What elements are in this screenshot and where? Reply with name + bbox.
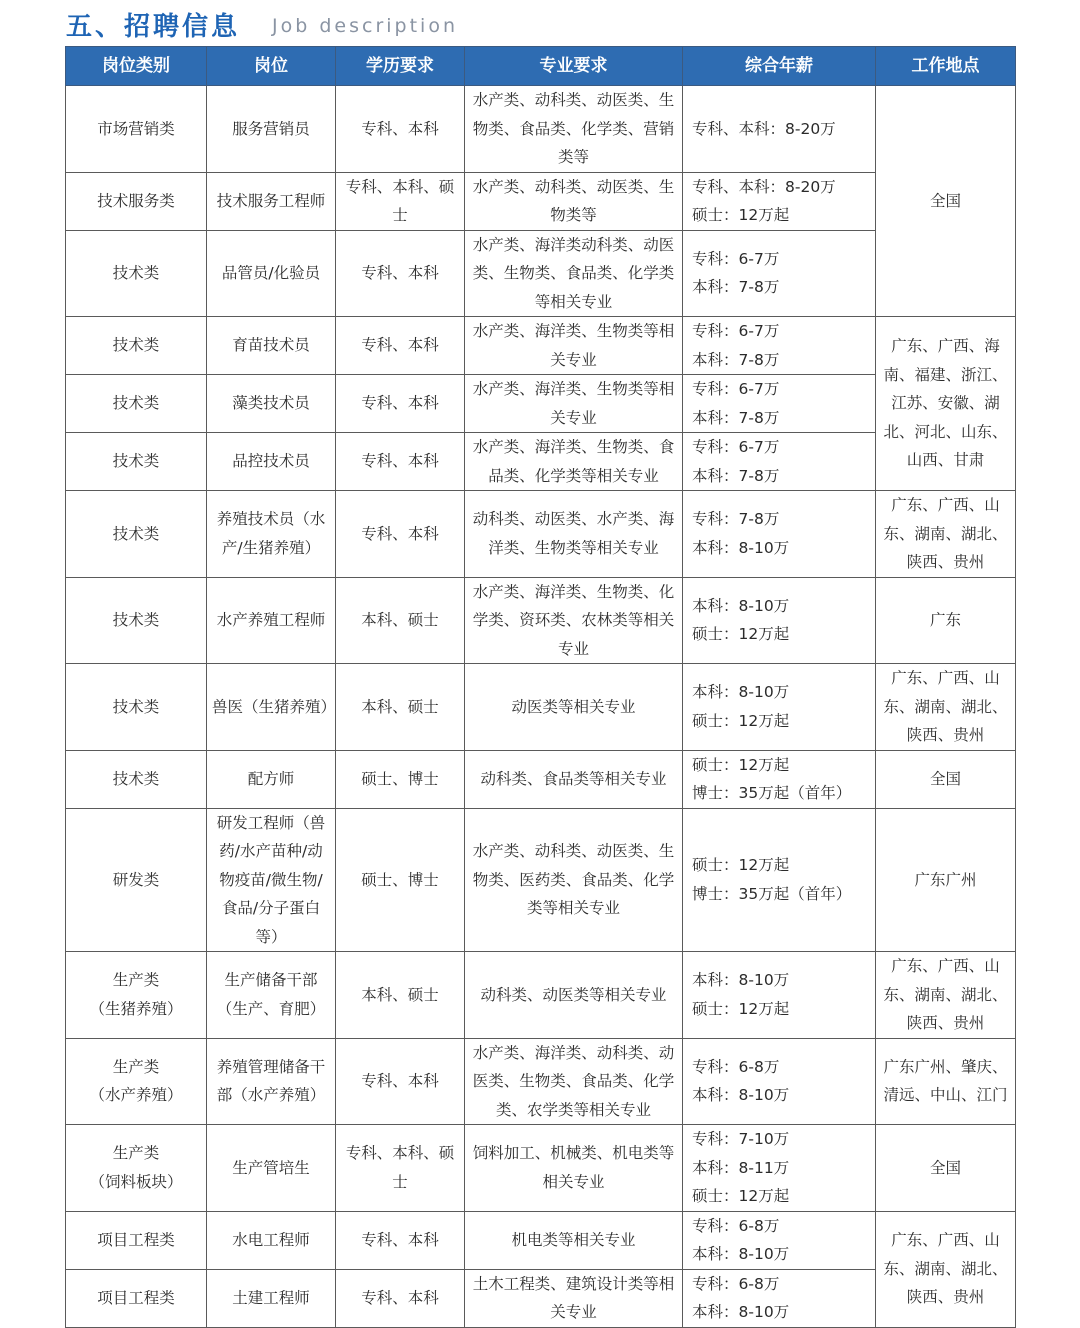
cell-salary: 本科：8-10万 硕士：12万起 [683, 577, 876, 664]
section-subtitle: Job description [272, 15, 458, 37]
cell-salary: 专科：7-10万 本科：8-11万 硕士：12万起 [683, 1125, 876, 1212]
cell-category: 生产类 （水产养殖） [66, 1038, 207, 1125]
cell-position: 水电工程师 [207, 1211, 336, 1269]
cell-category: 技术类 [66, 317, 207, 375]
cell-position: 品管员/化验员 [207, 230, 336, 317]
cell-education: 本科、硕士 [336, 664, 465, 751]
table-row [66, 750, 1016, 808]
cell-position: 服务营销员 [207, 86, 336, 173]
cell-major: 动科类、动医类等相关专业 [465, 952, 683, 1039]
cell-location: 广东 [876, 577, 1016, 664]
cell-major: 水产类、海洋类、生物类、化学类、资环类、农林类等相关专业 [465, 577, 683, 664]
cell-category: 生产类 （生猪养殖） [66, 952, 207, 1039]
cell-major: 水产类、海洋类、生物类、食品类、化学类等相关专业 [465, 433, 683, 491]
cell-major: 土木工程类、建筑设计类等相关专业 [465, 1269, 683, 1327]
cell-major: 水产类、动科类、动医类、生物类等 [465, 172, 683, 230]
cell-education: 专科、本科、硕士 [336, 1125, 465, 1212]
header-major: 专业要求 [465, 47, 683, 86]
cell-salary: 本科：8-10万 硕士：12万起 [683, 664, 876, 751]
cell-education: 本科、硕士 [336, 952, 465, 1039]
cell-location: 全国 [876, 86, 1016, 317]
cell-education: 专科、本科 [336, 433, 465, 491]
cell-salary: 专科：7-8万 本科：8-10万 [683, 491, 876, 578]
table-body [66, 86, 1016, 1328]
cell-major: 水产类、海洋类动科类、动医类、生物类、食品类、化学类等相关专业 [465, 230, 683, 317]
cell-category: 技术类 [66, 375, 207, 433]
header-salary: 综合年薪 [683, 47, 876, 86]
job-table [65, 46, 1016, 1328]
cell-education: 专科、本科 [336, 86, 465, 173]
table-row [66, 375, 1016, 433]
cell-education: 本科、硕士 [336, 577, 465, 664]
cell-position: 研发工程师（兽药/水产苗种/动物疫苗/微生物/食品/分子蛋白等） [207, 808, 336, 952]
cell-location: 广东、广西、山东、湖南、湖北、陕西、贵州 [876, 491, 1016, 578]
cell-major: 动科类、食品类等相关专业 [465, 750, 683, 808]
section-heading [66, 4, 458, 44]
cell-salary: 专科：6-7万 本科：7-8万 [683, 375, 876, 433]
cell-position: 配方师 [207, 750, 336, 808]
cell-salary: 本科：8-10万 硕士：12万起 [683, 952, 876, 1039]
cell-category: 项目工程类 [66, 1269, 207, 1327]
cell-salary: 专科：6-8万 本科：8-10万 [683, 1038, 876, 1125]
cell-position: 生产管培生 [207, 1125, 336, 1212]
cell-position: 水产养殖工程师 [207, 577, 336, 664]
cell-category: 技术服务类 [66, 172, 207, 230]
cell-education: 硕士、博士 [336, 808, 465, 952]
header-education: 学历要求 [336, 47, 465, 86]
cell-salary: 专科：6-8万 本科：8-10万 [683, 1211, 876, 1269]
header-category: 岗位类别 [66, 47, 207, 86]
cell-position: 土建工程师 [207, 1269, 336, 1327]
cell-major: 动科类、动医类、水产类、海洋类、生物类等相关专业 [465, 491, 683, 578]
header-location: 工作地点 [876, 47, 1016, 86]
cell-location: 广东广州 [876, 808, 1016, 952]
header-position: 岗位 [207, 47, 336, 86]
cell-major: 水产类、海洋类、生物类等相关专业 [465, 375, 683, 433]
cell-category: 技术类 [66, 433, 207, 491]
cell-category: 市场营销类 [66, 86, 207, 173]
cell-category: 生产类 （饲料板块） [66, 1125, 207, 1212]
table-row [66, 1038, 1016, 1125]
cell-location: 广东、广西、海南、福建、浙江、江苏、安徽、湖北、河北、山东、山西、甘肃 [876, 317, 1016, 491]
section-title: 五、招聘信息 [66, 11, 241, 42]
cell-salary: 硕士：12万起 博士：35万起（首年） [683, 750, 876, 808]
cell-category: 研发类 [66, 808, 207, 952]
cell-salary: 专科：6-7万 本科：7-8万 [683, 230, 876, 317]
table-row [66, 433, 1016, 491]
cell-education: 专科、本科 [336, 375, 465, 433]
cell-salary: 硕士：12万起 博士：35万起（首年） [683, 808, 876, 952]
cell-major: 动医类等相关专业 [465, 664, 683, 751]
cell-category: 技术类 [66, 577, 207, 664]
cell-position: 生产储备干部（生产、育肥） [207, 952, 336, 1039]
cell-category: 技术类 [66, 750, 207, 808]
cell-major: 水产类、动科类、动医类、生物类、食品类、化学类、营销类等 [465, 86, 683, 173]
cell-position: 养殖管理储备干部（水产养殖） [207, 1038, 336, 1125]
table-row [66, 1211, 1016, 1269]
cell-education: 硕士、博士 [336, 750, 465, 808]
cell-major: 水产类、动科类、动医类、生物类、医药类、食品类、化学类等相关专业 [465, 808, 683, 952]
cell-position: 品控技术员 [207, 433, 336, 491]
cell-education: 专科、本科、硕士 [336, 172, 465, 230]
cell-category: 技术类 [66, 664, 207, 751]
cell-category: 项目工程类 [66, 1211, 207, 1269]
table-row [66, 664, 1016, 751]
table-row [66, 491, 1016, 578]
table-row [66, 1125, 1016, 1212]
table-row [66, 86, 1016, 173]
cell-location: 广东、广西、山东、湖南、湖北、陕西、贵州 [876, 952, 1016, 1039]
cell-salary: 专科：6-7万 本科：7-8万 [683, 317, 876, 375]
table-row [66, 808, 1016, 952]
table-row [66, 230, 1016, 317]
cell-position: 技术服务工程师 [207, 172, 336, 230]
cell-salary: 专科：6-7万 本科：7-8万 [683, 433, 876, 491]
cell-location: 广东、广西、山东、湖南、湖北、陕西、贵州 [876, 1211, 1016, 1327]
cell-major: 水产类、海洋类、生物类等相关专业 [465, 317, 683, 375]
cell-location: 广东、广西、山东、湖南、湖北、陕西、贵州 [876, 664, 1016, 751]
cell-location: 全国 [876, 1125, 1016, 1212]
cell-position: 育苗技术员 [207, 317, 336, 375]
cell-major: 机电类等相关专业 [465, 1211, 683, 1269]
cell-position: 养殖技术员（水产/生猪养殖） [207, 491, 336, 578]
cell-major: 水产类、海洋类、动科类、动医类、生物类、食品类、化学类、农学类等相关专业 [465, 1038, 683, 1125]
cell-salary: 专科、本科：8-20万 硕士：12万起 [683, 172, 876, 230]
cell-education: 专科、本科 [336, 491, 465, 578]
table-row [66, 577, 1016, 664]
cell-salary: 专科、本科：8-20万 [683, 86, 876, 173]
cell-education: 专科、本科 [336, 317, 465, 375]
cell-education: 专科、本科 [336, 1211, 465, 1269]
table-header-row [66, 47, 1016, 86]
cell-education: 专科、本科 [336, 1269, 465, 1327]
table-row [66, 952, 1016, 1039]
cell-location: 全国 [876, 750, 1016, 808]
table-row [66, 317, 1016, 375]
cell-position: 藻类技术员 [207, 375, 336, 433]
cell-major: 饲料加工、机械类、机电类等相关专业 [465, 1125, 683, 1212]
cell-category: 技术类 [66, 491, 207, 578]
table-row [66, 1269, 1016, 1327]
cell-category: 技术类 [66, 230, 207, 317]
cell-location: 广东广州、肇庆、清远、中山、江门 [876, 1038, 1016, 1125]
cell-education: 专科、本科 [336, 230, 465, 317]
cell-position: 兽医（生猪养殖） [207, 664, 336, 751]
table-row [66, 172, 1016, 230]
cell-salary: 专科：6-8万 本科：8-10万 [683, 1269, 876, 1327]
cell-education: 专科、本科 [336, 1038, 465, 1125]
